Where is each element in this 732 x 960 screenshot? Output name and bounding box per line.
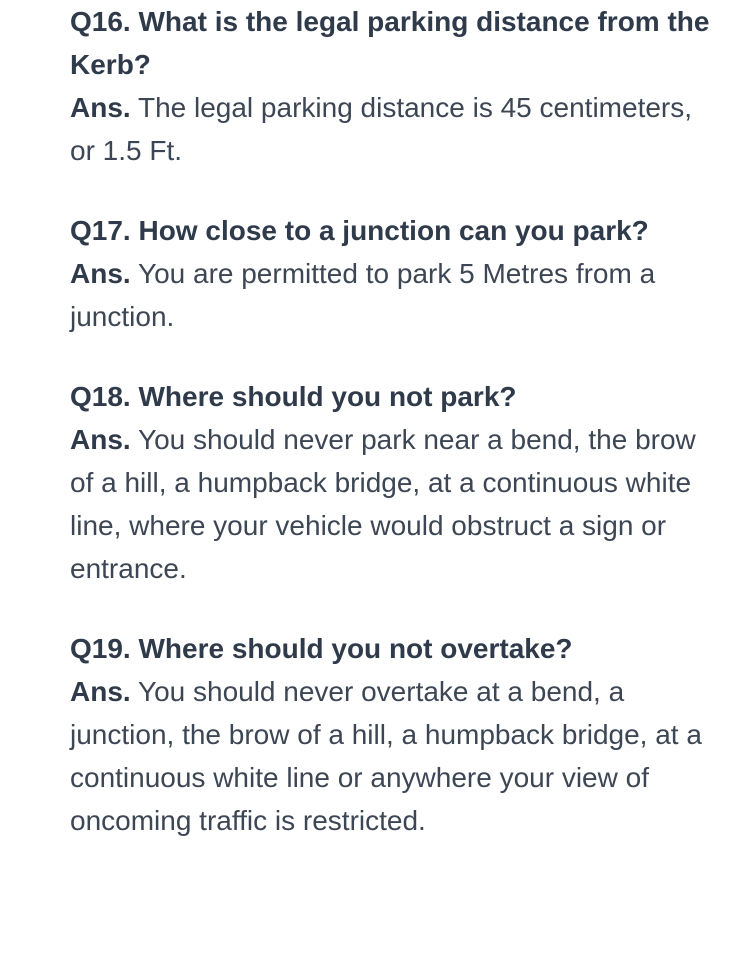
answer-label: Ans. xyxy=(70,258,131,289)
answer-text: You should never overtake at a bend, a junction, the brow of a hill, a humpback bridge, at a continuous white line or anywhere your view of oncoming traffic is restricted. xyxy=(70,676,702,836)
qa-item-q17 xyxy=(70,209,710,338)
question-q18: Q18. Where should you not park? xyxy=(70,381,517,412)
spacer xyxy=(70,172,710,209)
spacer xyxy=(70,338,710,375)
qa-item-q19 xyxy=(70,627,710,842)
answer-q16 xyxy=(70,86,710,172)
answer-text: The legal parking distance is 45 centimeters, or 1.5 Ft. xyxy=(70,92,693,166)
spacer xyxy=(70,590,710,627)
qa-item-q18 xyxy=(70,375,710,590)
answer-q19 xyxy=(70,670,710,842)
answer-text: You are permitted to park 5 Metres from a junction. xyxy=(70,258,656,332)
answer-label: Ans. xyxy=(70,424,131,455)
answer-q17 xyxy=(70,252,710,338)
document-body xyxy=(70,0,710,842)
question-q16: Q16. What is the legal parking distance from the Kerb? xyxy=(70,6,710,80)
answer-label: Ans. xyxy=(70,92,131,123)
answer-text: You should never park near a bend, the brow of a hill, a humpback bridge, at a continuous white line, where your vehicle would obstruct a sign or entrance. xyxy=(70,424,696,584)
question-q19: Q19. Where should you not overtake? xyxy=(70,633,573,664)
answer-q18 xyxy=(70,418,710,590)
question-q17: Q17. How close to a junction can you park? xyxy=(70,215,649,246)
qa-item-q16 xyxy=(70,0,710,172)
answer-label: Ans. xyxy=(70,676,131,707)
